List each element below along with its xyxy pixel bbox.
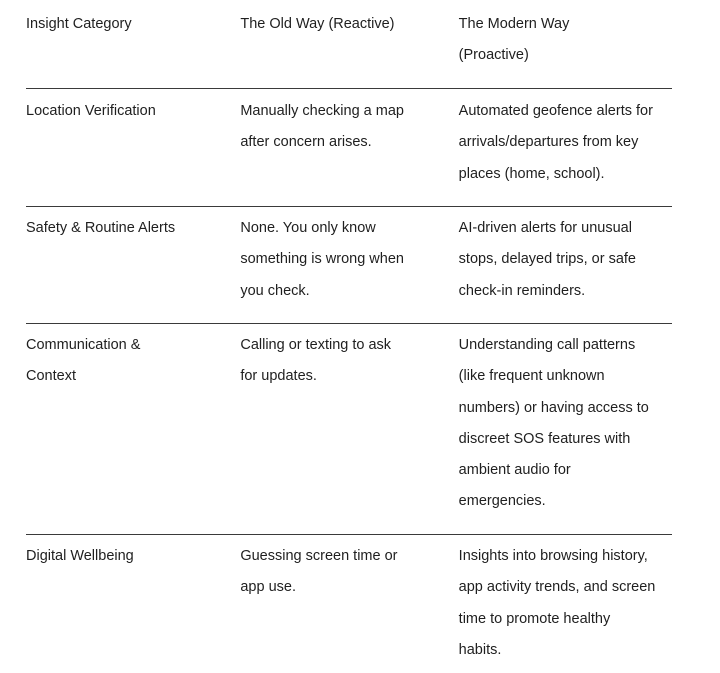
cell-text: AI-driven alerts for unusual: [458, 220, 632, 236]
header-text: (Proactive): [458, 47, 529, 64]
cell-text: Insights into browsing history,: [458, 548, 648, 564]
category-cell: [26, 213, 240, 244]
cell-text: Safety & Routine Alerts: [26, 220, 176, 236]
cell-text: something is wrong when: [240, 251, 404, 268]
cell-text: arrivals/departures from key: [458, 134, 639, 151]
cell-text: check-in reminders.: [458, 282, 586, 299]
old-way-cell: [240, 213, 458, 307]
cell-text: emergencies.: [458, 493, 546, 510]
cell-text: discreet SOS features with: [458, 430, 631, 447]
table-row: [26, 213, 672, 307]
cell-text: (like frequent unknown: [458, 368, 605, 385]
cell-text: None. You only know: [240, 220, 376, 236]
row-divider: [26, 534, 672, 535]
table-row: [26, 96, 672, 190]
header-text: Insight Category: [26, 16, 132, 32]
cell-text: you check.: [240, 282, 310, 299]
row-divider: [26, 88, 672, 89]
cell-text: Context: [26, 368, 76, 385]
cell-text: ambient audio for: [458, 462, 571, 479]
cell-text: app use.: [240, 579, 296, 596]
cell-text: habits.: [458, 641, 502, 658]
modern-way-cell: [459, 541, 672, 666]
header-cell-modern-way: [459, 9, 672, 72]
cell-text: numbers) or having access to: [458, 399, 649, 416]
cell-text: Understanding call patterns: [458, 337, 636, 353]
old-way-cell: [240, 96, 458, 159]
old-way-cell: [240, 330, 458, 393]
cell-text: Automated geofence alerts for: [458, 103, 653, 119]
table-row: [26, 330, 672, 518]
modern-way-cell: [459, 213, 672, 307]
old-way-cell: [240, 541, 458, 604]
header-text: The Modern Way: [458, 16, 570, 32]
cell-text: Calling or texting to ask: [240, 337, 392, 353]
cell-text: stops, delayed trips, or safe: [458, 251, 636, 268]
header-text: The Old Way (Reactive): [240, 16, 395, 32]
header-cell-category: [26, 9, 240, 40]
category-cell: [26, 330, 240, 393]
cell-text: Guessing screen time or: [240, 548, 398, 564]
cell-text: for updates.: [240, 368, 317, 385]
cell-text: Location Verification: [26, 103, 156, 119]
cell-text: Manually checking a map: [240, 103, 404, 119]
header-cell-old-way: [240, 9, 458, 40]
category-cell: [26, 541, 240, 572]
modern-way-cell: [459, 96, 672, 190]
row-divider: [26, 323, 672, 324]
category-cell: [26, 96, 240, 127]
cell-text: app activity trends, and screen: [458, 579, 656, 596]
row-divider: [26, 206, 672, 207]
modern-way-cell: [459, 330, 672, 518]
table-header-row: [26, 9, 672, 72]
cell-text: Digital Wellbeing: [26, 548, 134, 564]
cell-text: after concern arises.: [240, 134, 372, 151]
table-row: [26, 541, 672, 666]
cell-text: places (home, school).: [458, 165, 605, 182]
cell-text: Communication &: [26, 337, 141, 353]
cell-text: time to promote healthy: [458, 610, 611, 627]
